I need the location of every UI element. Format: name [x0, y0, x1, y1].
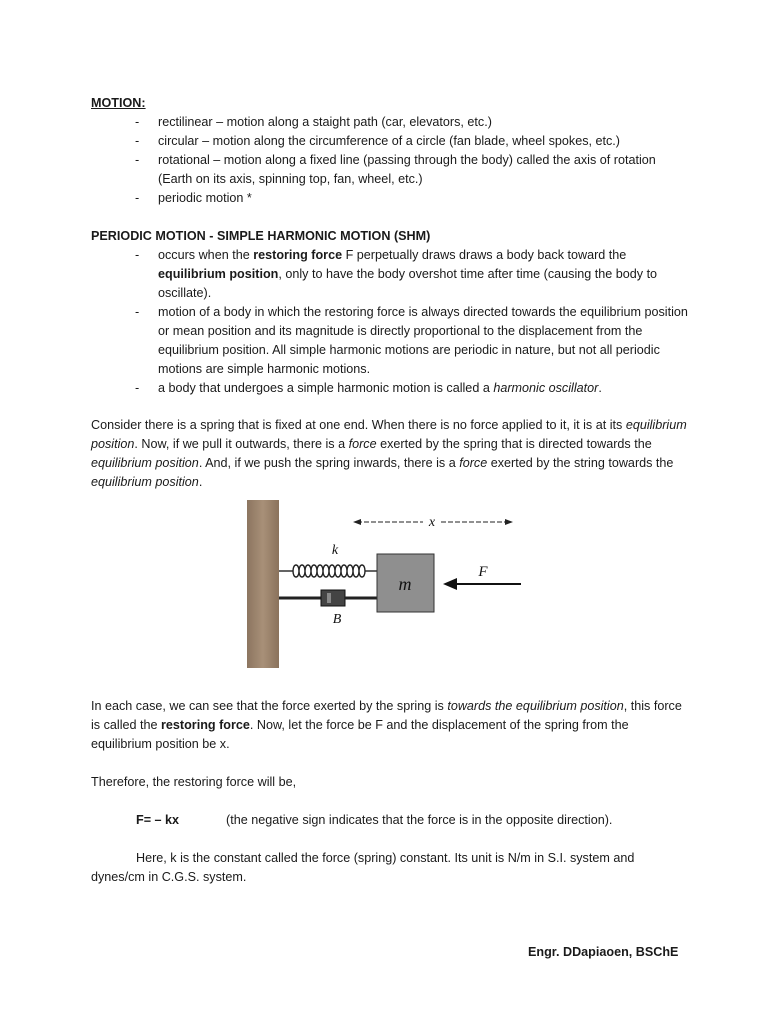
list-item: - rectilinear – motion along a staight path (car, elevators, etc.)	[135, 115, 492, 129]
shm-list	[91, 246, 691, 398]
motion-heading: MOTION:	[91, 96, 146, 110]
equation-note: (the negative sign indicates that the force is in the opposite direction).	[226, 813, 613, 827]
spring	[279, 565, 377, 577]
force-label: F	[478, 564, 488, 580]
displacement-label: x	[428, 515, 436, 530]
equation-row	[0, 811, 768, 830]
shm-heading: PERIODIC MOTION - SIMPLE HARMONIC MOTION (SHM)	[91, 229, 431, 243]
list-item: - motion of a body in which the restoring force is always directed towards the equilibrium position or mean position and its magnitude is directly proportional to the displacement from the equilibrium position. All simple harmonic motions are periodic in nature, but not all periodic motions are simple harmonic motions.	[135, 305, 688, 376]
constant-paragraph: Here, k is the constant called the force (spring) constant. Its unit is N/m in S.I. system and dynes/cm in C.G.S. system.	[91, 851, 635, 884]
shm-section	[91, 227, 691, 398]
motion-list	[91, 113, 691, 208]
list-item: - rotational – motion along a fixed line (passing through the body) called the axis of rotation (Earth on its axis, spinning top, fan, wheel, etc.)	[135, 153, 656, 186]
motion-section	[91, 94, 691, 208]
restoring-force-paragraph: In each case, we can see that the force exerted by the spring is towards the equilibrium position, this force is called the restoring force. Now, let the force be F and the displacement of the spring from the equilibrium position be x.	[91, 699, 682, 751]
list-item: - circular – motion along the circumference of a circle (fan blade, wheel spokes, etc.)	[135, 134, 620, 148]
list-item: - periodic motion *	[135, 191, 252, 205]
mass-label: m	[398, 574, 412, 594]
damper	[279, 590, 377, 606]
spring-label: k	[331, 543, 339, 558]
list-item: - a body that undergoes a simple harmonic motion is called a harmonic oscillator.	[135, 381, 602, 395]
spring-mass-figure	[243, 498, 533, 670]
equation-formula: F= – kx	[136, 813, 180, 827]
spring-paragraph: Consider there is a spring that is fixed at one end. When there is no force applied to it, it is at its equilibrium position. Now, if we pull it outwards, there is a force exerted by the spring that is directed towards the equilibrium position. And, if we push the spring inwards, there is a force exerted by the string towards the equilibrium position.	[91, 418, 687, 489]
author-signature: Engr. DDapiaoen, BSChE	[528, 945, 679, 959]
damper-label: B	[332, 612, 342, 627]
therefore-paragraph: Therefore, the restoring force will be,	[91, 775, 297, 789]
wall	[247, 500, 279, 668]
list-item: - occurs when the restoring force F perpetually draws draws a body back toward the equilibrium position, only to have the body overshot time after time (causing the body to oscillate).	[135, 248, 658, 300]
